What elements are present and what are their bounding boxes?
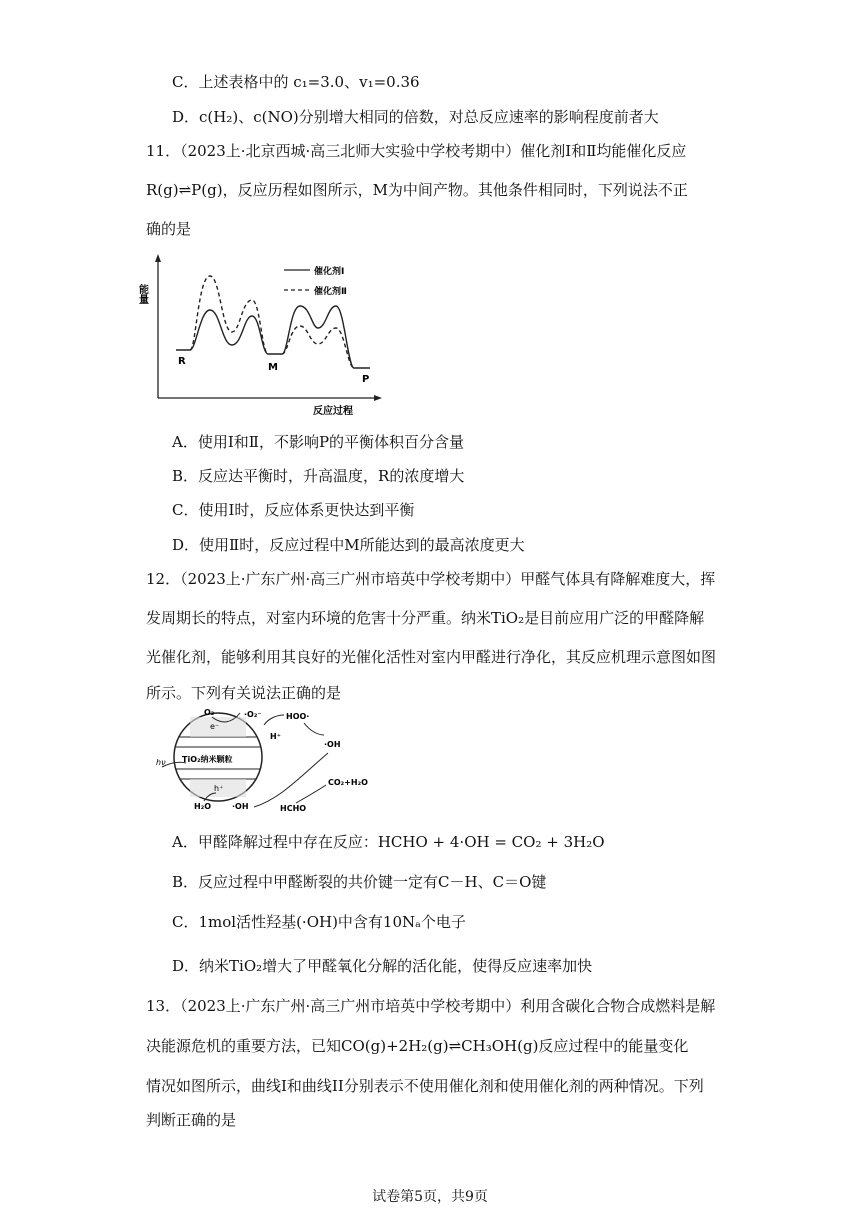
q11-stem-line1: 11．（2023上·北京西城·高三北师大实验中学校考期中）催化剂Ⅰ和Ⅱ均能催化反应: [146, 142, 687, 160]
superoxide-arrow: [264, 715, 284, 725]
q10-option-c-label: C．: [172, 73, 199, 91]
products-label: CO₂+H₂O: [328, 778, 368, 787]
q10-option-d-label: D．: [172, 108, 200, 126]
y-axis-arrow: [155, 254, 161, 262]
q12-mechanism-diagram: [150, 705, 380, 815]
q12-option-c-label: C．: [172, 913, 199, 931]
y-axis-label: 能量: [136, 284, 148, 304]
hoo-arrow: [304, 723, 324, 735]
point-p-label: P: [362, 374, 370, 385]
hcho-label: HCHO: [280, 804, 307, 813]
q11-option-b-text: 反应达平衡时，升高温度，R的浓度增大: [198, 467, 465, 485]
q12-stem-line4: 所示。下列有关说法正确的是: [146, 684, 342, 702]
q12-option-b: [172, 872, 546, 892]
q10-option-d: [172, 107, 659, 127]
q11-option-a: [172, 432, 464, 452]
curve-catalyst-1: [176, 306, 370, 368]
legend-dashed-label: 催化剂Ⅱ: [314, 287, 347, 297]
x-axis-arrow: [374, 395, 382, 401]
q12-stem-line3: 光催化剂，能够利用其良好的光催化活性对室内甲醛进行净化，其反应机理示意图如图: [146, 648, 717, 666]
hv-label: hν: [156, 758, 166, 767]
q11-option-d-label: D．: [172, 536, 200, 554]
q11-option-a-text: 使用Ⅰ和Ⅱ，不影响P的平衡体积百分含量: [197, 433, 465, 451]
q12-option-d-text: 纳米TiO₂增大了甲醛氧化分解的活化能，使得反应速率加快: [199, 957, 593, 975]
particle-label: TiO₂纳米颗粒: [182, 755, 233, 764]
q12-option-a-text: 甲醛降解过程中存在反应：HCHO + 4·OH = CO₂ + 3H₂O: [197, 833, 605, 851]
q11-option-b: [172, 466, 464, 486]
q11-stem-line2: R(g)⇌P(g)，反应历程如图所示，M为中间产物。其他条件相同时，下列说法不正: [146, 181, 688, 199]
electron-label: e⁻: [210, 722, 220, 731]
q10-option-c-text: 上述表格中的 c₁=3.0、v₁=0.36: [198, 73, 420, 91]
q12-option-c-text: 1mol活性羟基(·OH)中含有10Nₐ个电子: [198, 913, 466, 931]
hcho-arrow: [296, 785, 326, 803]
point-m-label: M: [268, 362, 278, 373]
q11-option-d: [172, 535, 525, 555]
q12-option-b-text: 反应过程中甲醛断裂的共价键一定有C－H、C＝O键: [198, 873, 547, 891]
q12-stem-line1: 12．（2023上·广东广州·高三广州市培英中学校考期中）甲醛气体具有降解难度大，挥: [146, 570, 716, 588]
oh-to-products-arrow: [254, 753, 328, 807]
q11-stem-line3: 确的是: [146, 220, 192, 238]
q13-stem-line1: 13．（2023上·广东广州·高三广州市培英中学校考期中）利用含碳化合物合成燃料是解: [146, 997, 716, 1015]
q11-option-a-label: A．: [172, 433, 198, 451]
q10-option-c: [172, 72, 420, 92]
q11-option-c: [172, 500, 414, 520]
q12-option-b-label: B．: [172, 873, 199, 891]
q13-stem-line2: 决能源危机的重要方法，已知CO(g)+2H₂(g)⇌CH₃OH(g)反应过程中的能量变化: [146, 1037, 689, 1055]
q12-stem-line2: 发周期长的特点，对室内环境的危害十分严重。纳米TiO₂是目前应用广泛的甲醛降解: [146, 609, 705, 627]
o2-label: O₂: [204, 708, 215, 717]
q12-option-a: [172, 832, 605, 852]
x-axis-label: 反应过程: [313, 406, 353, 417]
q12-option-a-label: A．: [172, 833, 198, 851]
q11-option-c-label: C．: [172, 501, 199, 519]
q11-option-d-text: 使用Ⅱ时，反应过程中M所能达到的最高浓度更大: [199, 536, 525, 554]
superoxide-label: ·O₂⁻: [244, 710, 262, 719]
q11-option-b-label: B．: [172, 467, 199, 485]
q13-stem-line3: 情况如图所示，曲线I和曲线II分别表示不使用催化剂和使用催化剂的两种情况。下列: [146, 1077, 704, 1095]
page-footer: 试卷第5页，共9页: [372, 1189, 488, 1205]
q12-option-d: [172, 956, 592, 976]
q13-stem-line4: 判断正确的是: [146, 1111, 237, 1129]
q12-option-c: [172, 912, 466, 932]
h-plus-label: H⁺: [270, 732, 281, 741]
water-label: H₂O: [194, 802, 211, 811]
legend-solid-label: 催化剂Ⅰ: [314, 267, 345, 277]
q11-energy-diagram: [138, 250, 388, 420]
q12-option-d-label: D．: [172, 957, 200, 975]
oh-bottom-label: ·OH: [232, 802, 249, 811]
hole-label: h⁺: [214, 784, 224, 793]
q11-option-c-text: 使用Ⅰ时，反应体系更快达到平衡: [198, 501, 415, 519]
oh-top-label: ·OH: [324, 740, 341, 749]
point-r-label: R: [178, 356, 186, 367]
q10-option-d-text: c(H₂)、c(NO)分别增大相同的倍数，对总反应速率的影响程度前者大: [199, 108, 659, 126]
hoo-label: HOO·: [286, 712, 310, 721]
